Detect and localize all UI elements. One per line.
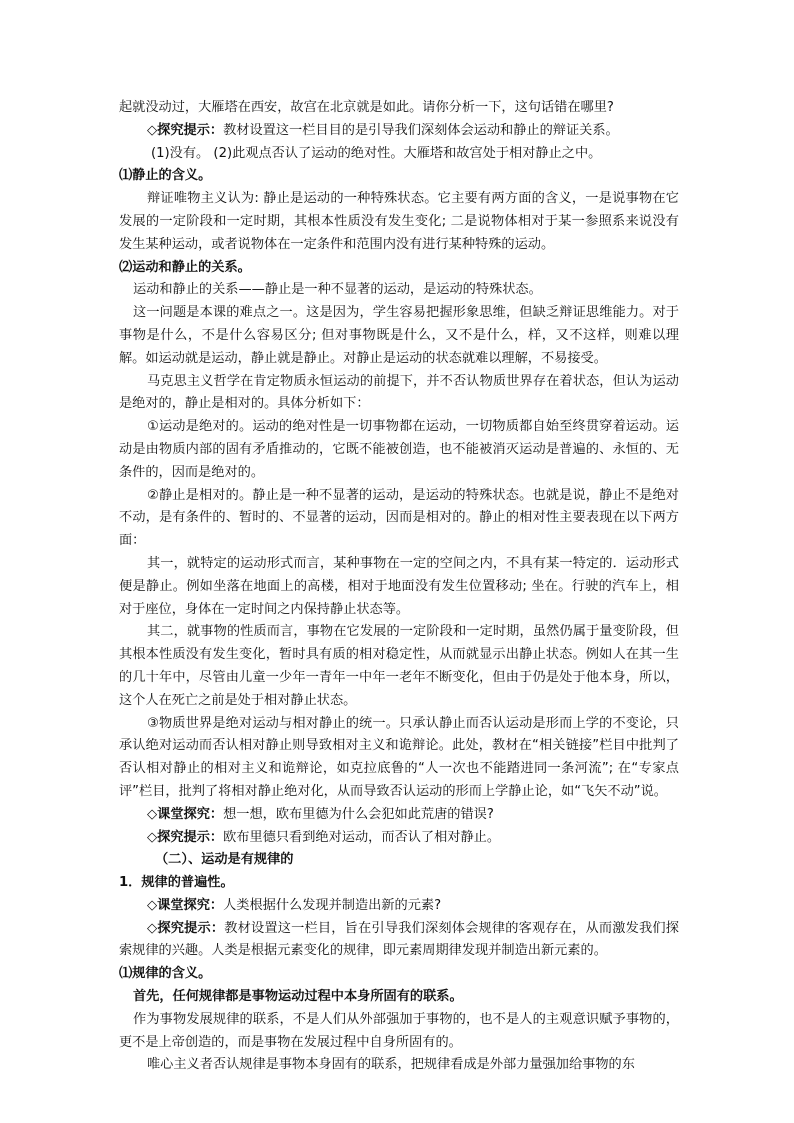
inquiry-paragraph	[119, 895, 679, 918]
inquiry-text: 想一想，欧布里德为什么会犯如此荒唐的错误?	[223, 806, 494, 822]
inquiry-text: 人类根据什么发现并制造出新的元素?	[223, 897, 442, 913]
bold-statement: 首先，任何规律都是事物运动过程中本身所固有的联系。	[133, 989, 463, 1005]
hint-label: ◇探究提示：	[147, 920, 225, 936]
hint-paragraph	[119, 918, 679, 964]
paragraph: 其一，就特定的运动形式而言，某种事物在一定的空间之内，不具有某一特定的．运动形式便是静止。例如坐落在地面上的高楼，相对于地面没有发生位置移动; 坐在。行驶的汽车上，相对于座位，身体在一定时间之内保持静止状态等。	[119, 555, 679, 617]
paragraph-body: 运动的绝对性是一切事物都在运动，一切物质都自始至终贯穿着运动。运动是由物质内部的固有矛盾推动的，它既不能被创造，也不能被消灭运动是普遍的、永恒的、无条件的，因而是绝对的。	[119, 419, 679, 480]
chapter-heading: （二）、运动是有规律的	[155, 852, 294, 868]
inquiry-label: ◇课堂探究：	[147, 806, 224, 822]
hint-paragraph	[119, 827, 679, 850]
section-heading: ⑴静止的含义。	[119, 168, 212, 184]
paragraph: ③物质世界是绝对运动与相对静止的统一。只承认静止而否认运动是形而上学的不变论，只承认绝对运动而否认相对静止则导致相对主义和诡辩论。此处，教材在“相关链接”栏目中批判了否认相对静止的相对主义和诡辩论，如克拉底鲁的“人一次也不能踏进同一条河流”; 在“专家点评”栏目，批判了将相对静止绝对化，从而导致否认运动的形而上学静止论，如“飞矢不动”说。	[119, 715, 679, 799]
paragraph-lead: ①运动是绝对的。	[147, 419, 253, 435]
paragraph-lead: ②静止是相对的。	[147, 487, 253, 503]
section-heading: ⑴规律的含义。	[119, 966, 212, 982]
paragraph: 运动和静止的关系——静止是一种不显著的运动，是运动的特殊状态。	[133, 282, 542, 298]
section-heading: 1．规律的普遍性。	[119, 875, 234, 891]
paragraph	[119, 485, 679, 553]
text-line: 起就没动过，大雁塔在西安，故宫在北京就是如此。请你分析一下，这句话错在哪里?	[119, 100, 614, 115]
document-page	[119, 97, 679, 1077]
hint-text: 教材设置这一栏目，旨在引导我们深刻体会规律的客观存在，从而激发我们探索规律的兴趣。人类是根据元素变化的规律，即元素周期律发现并制造出新元素的。	[119, 920, 679, 959]
hint-label: ◇探究提示：	[147, 829, 224, 845]
paragraph: 唯心主义者否认规律是事物本身固有的联系，把规律看成是外部力量强加给事物的东	[147, 1057, 635, 1073]
inquiry-paragraph	[119, 804, 679, 827]
paragraph-body: 静止是一种不显著的运动，是运动的特殊状态。也就是说，静止不是绝对不动，是有条件的、暂时的、不显著的运动，因而是相对的。静止的相对性主要表现在以下两方面：	[119, 487, 679, 549]
paragraph: 作为事物发展规律的联系，不是人们从外部强加于事物的，也不是人的主观意识赋予事物的，更不是上帝创造的，而是事物在发展过程中自身所固有的。	[119, 1011, 679, 1050]
paragraph: 其二，就事物的性质而言，事物在它发展的一定阶段和一定时期，虽然仍属于量变阶段，但其根本性质没有发生变化，暂时具有质的相对稳定性，从而就显示出静止状态。例如人在其一生的几十年中，尽管由儿童一少年一青年一中年一老年不断变化，但由于仍是处于他本身，所以，这个人在死亡之前是处于相对静止状态。	[119, 624, 679, 708]
section-heading: ⑵运动和静止的关系。	[119, 259, 251, 275]
paragraph	[119, 416, 679, 484]
paragraph: 这一问题是本课的难点之一。这是因为，学生容易把握形象思维，但缺乏辩证思维能力。对于事物是什么，不是什么容易区分; 但对事物既是什么，又不是什么，样，又不这样，则难以理解。如运动就是运动，静止就是静止。对静止是运动的状态就难以理解，不易接受。	[119, 305, 679, 366]
answer-line: (1)没有。 (2)此观点否认了运动的绝对性。大雁塔和故宫处于相对静止之中。	[151, 145, 602, 161]
hint-label: ◇探究提示：	[147, 122, 224, 138]
hint-text: 欧布里德只看到绝对运动，而否认了相对静止。	[223, 829, 501, 845]
paragraph: 马克思主义哲学在肯定物质永恒运动的前提下，并不否认物质世界存在着状态，但认为运动是绝对的，静止是相对的。具体分析如下：	[119, 373, 679, 412]
hint-text: 教材设置这一栏目目的是引导我们深刻体会运动和静止的辩证关系。	[223, 122, 619, 138]
hint-paragraph	[119, 120, 679, 143]
inquiry-label: ◇课堂探究：	[147, 897, 224, 913]
paragraph: 辩证唯物主义认为: 静止是运动的一种特殊状态。它主要有两方面的含义，一是说事物在它发展的一定阶段和一定时期，其根本性质没有发生变化; 二是说物体相对于某一参照系来说没有发生某种运动，或者说物体在一定条件和范围内没有进行某种特殊的运动。	[119, 191, 679, 252]
